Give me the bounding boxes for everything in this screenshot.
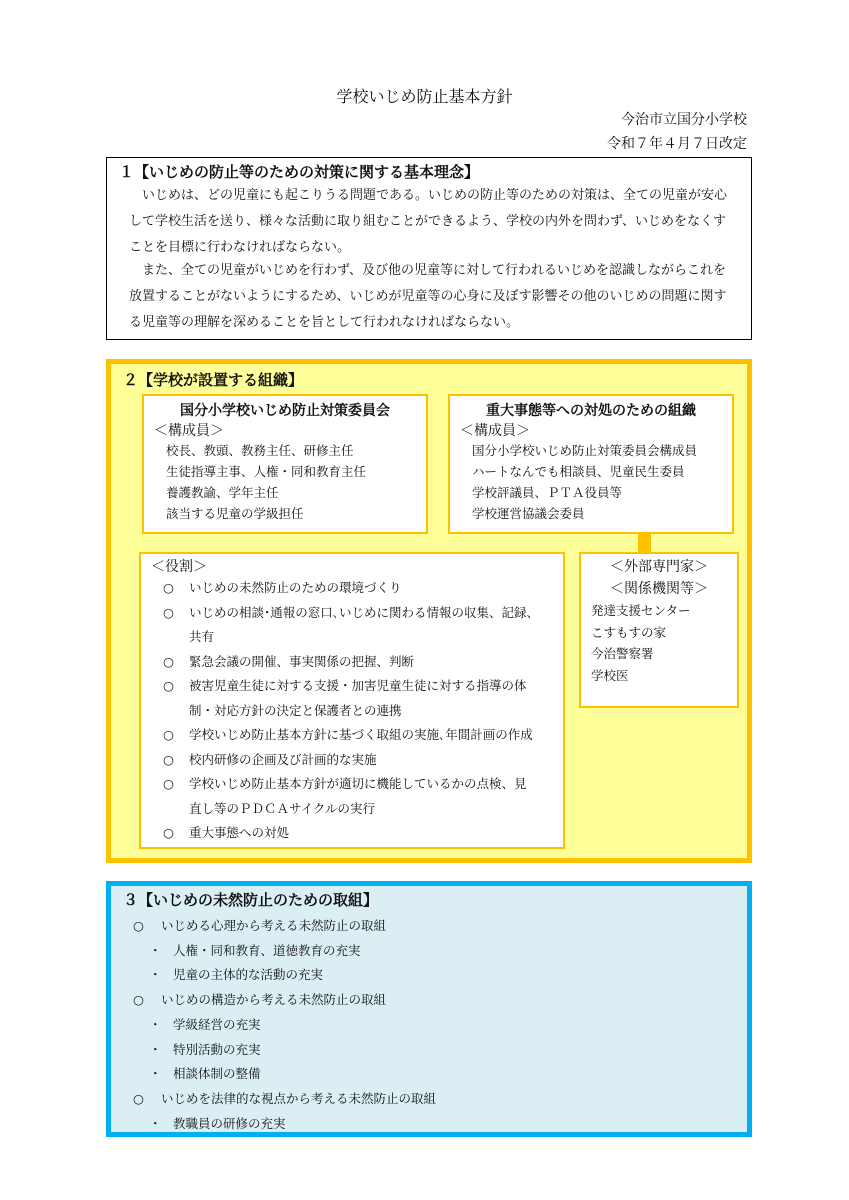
external-item: 発達支援センター bbox=[591, 603, 691, 618]
committee-title: 国分小学校いじめ防止対策委員会 bbox=[180, 403, 390, 419]
role-item: ○ 被害児童生徒に対する支援・加害児童生徒に対する指導の体 bbox=[163, 678, 527, 693]
serious-member: 学校運営協議会委員 bbox=[472, 506, 585, 521]
role-item-continuation: 制・対応方針の決定と保護者との連携 bbox=[189, 702, 402, 718]
external-item: 今治警察署 bbox=[591, 646, 654, 661]
section-basic-philosophy bbox=[106, 157, 752, 340]
school-name: 今治市立国分小学校 bbox=[621, 112, 747, 128]
roles-box bbox=[139, 552, 565, 849]
prevention-group-title: ○ いじめる心理から考える未然防止の取組 bbox=[133, 918, 387, 933]
section2-heading: ２【学校が設置する組織】 bbox=[123, 371, 304, 389]
role-item: ○ 学校いじめ防止基本方針に基づく取組の実施､年間計画の作成 bbox=[163, 727, 533, 742]
external-experts-label: ＜外部専門家＞ bbox=[610, 559, 708, 575]
prevention-item: ・ 学級経営の充実 bbox=[149, 1016, 261, 1032]
external-experts-box bbox=[579, 552, 739, 708]
role-item: ○ いじめの相談･通報の窓口､いじめに関わる情報の収集、記録、 bbox=[163, 604, 540, 620]
role-item: ○ 緊急会議の開催、事実関係の把握、判断 bbox=[163, 653, 415, 669]
revision-date: 令和７年４月７日改定 bbox=[607, 136, 747, 152]
serious-incident-box bbox=[448, 394, 734, 534]
section1-para2-line: る児童等の理解を深めることを旨として行われなければならない。 bbox=[129, 315, 520, 330]
serious-member: 国分小学校いじめ防止対策委員会構成員 bbox=[472, 443, 698, 458]
serious-members-label: ＜構成員＞ bbox=[460, 423, 530, 439]
external-item: こすもすの家 bbox=[591, 624, 667, 640]
role-item: ○ 校内研修の企画及び計画的な実施 bbox=[163, 751, 377, 767]
committee-box bbox=[142, 394, 428, 534]
section-school-organization bbox=[106, 359, 752, 863]
prevention-item: ・ 特別活動の充実 bbox=[149, 1041, 261, 1057]
roles-label: ＜役割＞ bbox=[151, 559, 207, 575]
section1-para1-line: いじめは、どの児童にも起こりうる問題である。いじめの防止等のための対策は、全ての児童が安心 bbox=[129, 188, 728, 203]
serious-member: 学校評議員、ＰＴＡ役員等 bbox=[472, 485, 623, 500]
prevention-item: ・ 児童の主体的な活動の充実 bbox=[149, 967, 324, 983]
section3-heading: ３【いじめの未然防止のための取組】 bbox=[123, 891, 379, 909]
prevention-item: ・ 教職員の研修の充実 bbox=[149, 1115, 286, 1131]
serious-incident-title: 重大事態等への対処のための組織 bbox=[486, 403, 696, 419]
role-item-continuation: 直し等のＰＤＣＡサイクルの実行 bbox=[189, 800, 376, 816]
committee-member: 校長、教頭、教務主任、研修主任 bbox=[166, 443, 354, 458]
section1-heading: １【いじめの防止等のための対策に関する基本理念】 bbox=[119, 163, 480, 181]
prevention-item: ・ 人権・同和教育、道徳教育の充実 bbox=[149, 942, 361, 958]
committee-members-label: ＜構成員＞ bbox=[154, 423, 224, 439]
serious-member: ハートなんでも相談員、児童民生委員 bbox=[472, 464, 685, 479]
role-item: ○ 学校いじめ防止基本方針が適切に機能しているかの点検、見 bbox=[163, 776, 527, 791]
committee-member: 養護教諭、学年主任 bbox=[166, 485, 279, 500]
prevention-group-title: ○ いじめを法律的な視点から考える未然防止の取組 bbox=[133, 1090, 437, 1106]
prevention-list bbox=[133, 914, 436, 1136]
related-agencies-label: ＜関係機関等＞ bbox=[610, 581, 708, 597]
section1-para1-line: ことを目標に行わなければならない。 bbox=[129, 240, 351, 255]
committee-member: 該当する児童の学級担任 bbox=[166, 506, 304, 521]
section1-paragraph-2 bbox=[129, 258, 751, 336]
prevention-item: ・ 相談体制の整備 bbox=[149, 1066, 261, 1082]
section1-paragraph-1 bbox=[129, 183, 751, 261]
section1-para2-line: 放置することがないようにするため、いじめが児童等の心身に及ぼす影響その他のいじめの問題に関す bbox=[129, 289, 727, 304]
prevention-group-title: ○ いじめの構造から考える未然防止の取組 bbox=[133, 992, 387, 1008]
role-item: ○ いじめの未然防止のための環境づくり bbox=[163, 580, 402, 595]
page-title: 学校いじめ防止基本方針 bbox=[336, 87, 513, 106]
role-item-continuation: 共有 bbox=[189, 629, 215, 644]
section-prevention-efforts bbox=[106, 881, 752, 1137]
committee-member: 生徒指導主事、人権・同和教育主任 bbox=[166, 464, 367, 479]
role-item: ○ 重大事態への対処 bbox=[163, 825, 290, 840]
section1-para2-line: また、全ての児童がいじめを行わず、及び他の児童等に対して行われるいじめを認識しながらこれを bbox=[129, 263, 726, 278]
external-item: 学校医 bbox=[591, 667, 629, 683]
section1-para1-line: して学校生活を送り、様々な活動に取り組むことができるよう、学校の内外を問わず、いじめをなくす bbox=[129, 214, 726, 229]
